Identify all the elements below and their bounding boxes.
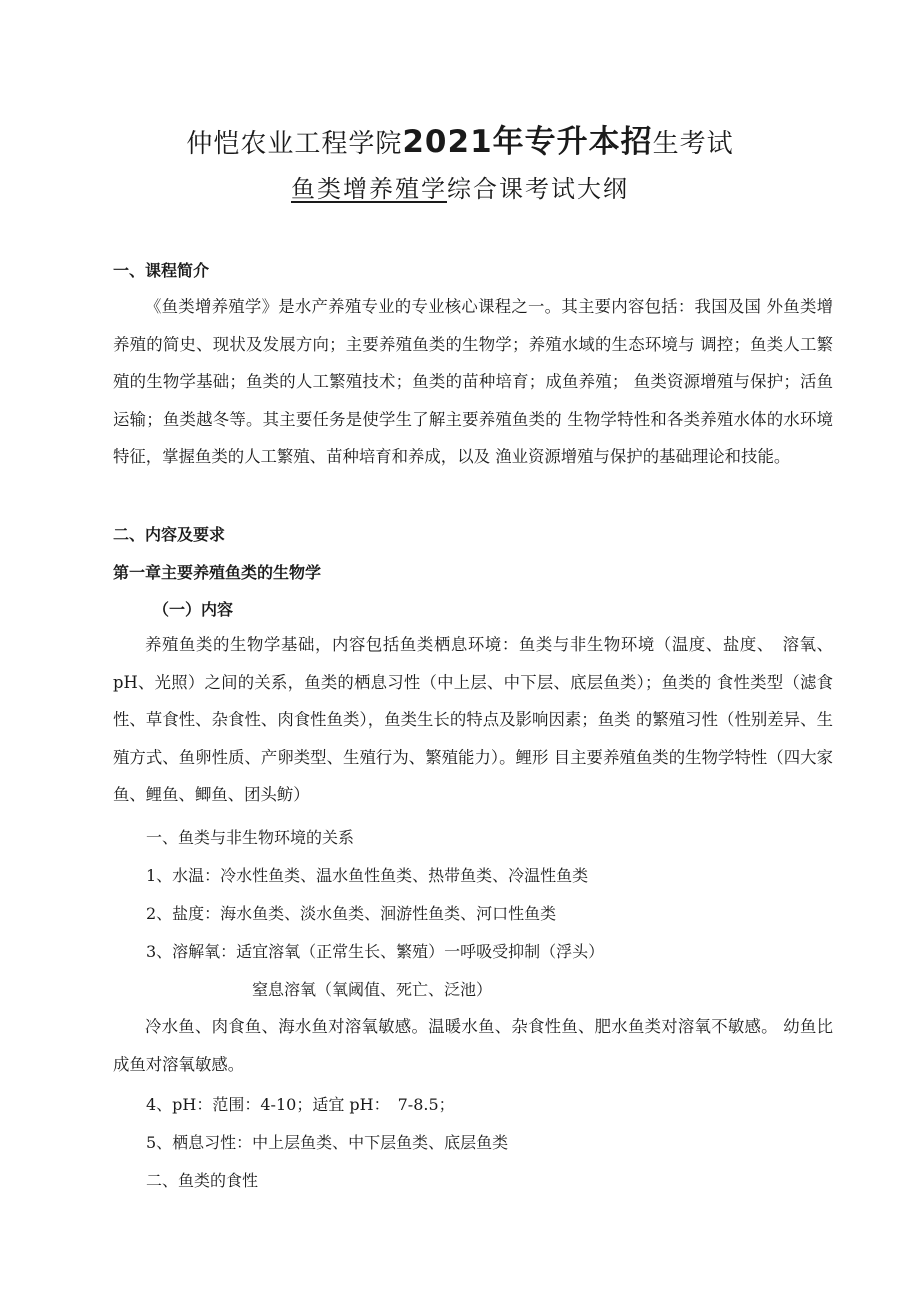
title-part-1: 仲恺农业工程学院 xyxy=(186,129,403,159)
list-item-habitat: 5、栖息习性：中上层鱼类、中下层鱼类、底层鱼类 xyxy=(146,1133,509,1152)
list-heading-2: 二、鱼类的食性 xyxy=(146,1171,259,1190)
document-subtitle xyxy=(0,169,920,204)
chapter-1-subheading: （一）内容 xyxy=(153,600,234,619)
title-part-3: 生考试 xyxy=(652,129,734,159)
list-item-water-temperature: 1、水温：冷水性鱼类、温水鱼性鱼类、热带鱼类、冷温性鱼类 xyxy=(146,866,589,885)
subtitle-course-name: 鱼类增养殖学 xyxy=(291,175,447,203)
course-intro-paragraph: 《鱼类增养殖学》是水产养殖专业的专业核心课程之一。其主要内容包括：我国及国 外鱼类增养殖的简史、现状及发展方向；主要养殖鱼类的生物学；养殖水域的生态环境与 调控；鱼类人工繁殖的生物学基础；鱼类的人工繁殖技术；鱼类的苗种培育；成鱼养殖； 鱼类资源增殖与保护；活鱼运输；鱼类越冬等。其主要任务是使学生了解主要养殖鱼类的 生物学特性和各类养殖水体的水环境特征，掌握鱼类的人工繁殖、苗种培育和养成，以及 渔业资源增殖与保护的基础理论和技能。 xyxy=(113,297,833,467)
oxygen-sensitivity-paragraph: 冷水鱼、肉食鱼、海水鱼对溶氧敏感。温暖水鱼、杂食性鱼、肥水鱼类对溶氧不敏感。 幼鱼比成鱼对溶氧敏感。 xyxy=(113,1017,833,1074)
chapter-1-heading: 第一章主要养殖鱼类的生物学 xyxy=(113,563,322,582)
list-item-ph: 4、pH：范围：4-10；适宜 pH： 7-8.5； xyxy=(146,1095,455,1114)
list-item-salinity: 2、盐度：海水鱼类、淡水鱼类、洄游性鱼类、河口性鱼类 xyxy=(146,904,557,923)
chapter-1-content-paragraph: 养殖鱼类的生物学基础，内容包括鱼类栖息环境：鱼类与非生物环境（温度、盐度、 溶氧、pH、光照）之间的关系，鱼类的栖息习性（中上层、中下层、底层鱼类）；鱼类的 食性类型（滤食性、草食性、杂食性、肉食性鱼类），鱼类生长的特点及影响因素；鱼类 的繁殖习性（性别差异、生殖方式、鱼卵性质、产卵类型、生殖行为、繁殖能力）。鲤形 目主要养殖鱼类的生物学特性（四大家鱼、鲤鱼、鲫鱼、团头鲂） xyxy=(113,635,833,805)
list-item-dissolved-oxygen: 3、溶解氧：适宜溶氧（正常生长、繁殖）一呼吸受抑制（浮头） xyxy=(146,942,605,961)
section-1-heading: 一、课程简介 xyxy=(113,261,210,280)
subtitle-rest: 综合课考试大纲 xyxy=(447,175,629,203)
title-part-2: 2021年专升本招 xyxy=(402,124,653,160)
document-title xyxy=(0,116,920,161)
list-heading-1: 一、鱼类与非生物环境的关系 xyxy=(146,828,355,847)
list-item-dissolved-oxygen-continued: 窒息溶氧（氧阈值、死亡、泛池） xyxy=(252,980,493,999)
section-2-heading: 二、内容及要求 xyxy=(113,525,226,544)
